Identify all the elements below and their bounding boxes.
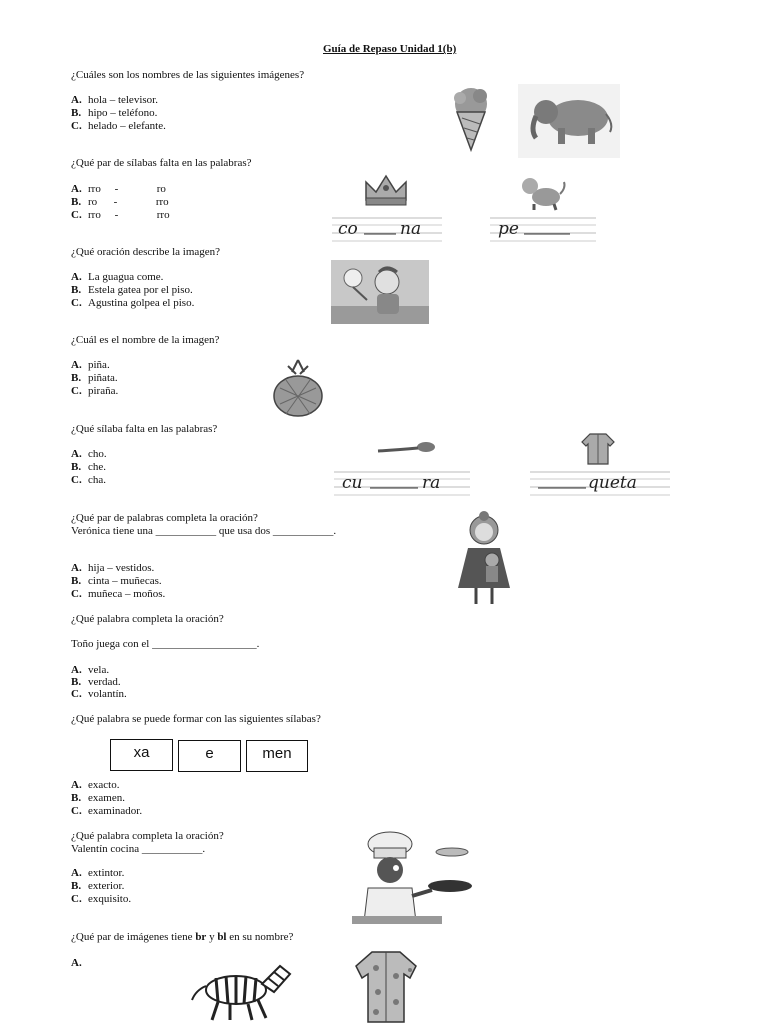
option xyxy=(71,893,131,906)
option-letter: A. xyxy=(71,957,82,969)
option-text: Estela gatea por el piso. xyxy=(88,284,193,296)
option xyxy=(71,779,119,792)
option-text: Agustina golpea el piso. xyxy=(88,297,195,309)
option xyxy=(71,372,118,385)
writing-syllable: co xyxy=(338,219,358,239)
option-letter: A. xyxy=(71,448,82,460)
option-text: cha. xyxy=(88,474,107,486)
option xyxy=(71,284,193,297)
option-text: muñeca – moños. xyxy=(88,588,166,600)
option-text: rro - rro xyxy=(88,209,170,221)
coat-icon xyxy=(352,948,420,1024)
option xyxy=(71,461,106,474)
question-3-prompt: ¿Qué oración describe la imagen? xyxy=(71,246,221,258)
option xyxy=(71,107,157,120)
option-letter: C. xyxy=(71,209,82,221)
option-letter: C. xyxy=(71,297,82,309)
question-4-prompt: ¿Cuál es el nombre de la imagen? xyxy=(71,334,220,346)
option-text: hola – televisor. xyxy=(88,94,158,106)
option xyxy=(71,688,127,701)
option xyxy=(71,183,166,196)
option xyxy=(71,385,118,398)
writing-lines-3 xyxy=(334,468,470,498)
option-letter: A. xyxy=(71,867,82,879)
page-title: Guía de Repaso Unidad 1(b) xyxy=(323,43,457,55)
option-letter: A. xyxy=(71,562,82,574)
option-letter: A. xyxy=(71,359,82,371)
option xyxy=(71,271,163,284)
option xyxy=(71,94,158,107)
question-6-sentence: Verónica tiene una ___________ que usa dos ___________. xyxy=(71,525,337,537)
prompt-bold-bl: bl xyxy=(217,931,227,943)
writing-lines-2 xyxy=(490,214,596,244)
option-text: helado – elefante. xyxy=(88,120,166,132)
option-letter: C. xyxy=(71,474,82,486)
question-9-sentence: Valentín cocina ___________. xyxy=(71,843,206,855)
writing-lines-4 xyxy=(530,468,670,498)
ice-cream-icon xyxy=(440,84,502,154)
zebra-icon xyxy=(182,956,298,1022)
option-text: verdad. xyxy=(88,676,121,688)
option-text: La guagua come. xyxy=(88,271,164,283)
prompt-bold-br: br xyxy=(195,931,207,943)
option-letter: A. xyxy=(71,664,82,676)
option-letter: C. xyxy=(71,893,82,905)
writing-syllable: queta xyxy=(588,473,637,493)
option-text: volantín. xyxy=(88,688,127,700)
option xyxy=(71,957,88,970)
writing-lines-1 xyxy=(332,214,442,244)
option-text: exacto. xyxy=(88,779,120,791)
question-6-prompt: ¿Qué par de palabras completa la oración? xyxy=(71,512,258,524)
option-letter: A. xyxy=(71,779,82,791)
option-text: piña. xyxy=(88,359,110,371)
option-text: piñata. xyxy=(88,372,118,384)
option-letter: B. xyxy=(71,284,82,296)
question-9-prompt: ¿Qué palabra completa la oración? xyxy=(71,830,224,842)
dog-icon xyxy=(518,172,568,212)
option-text: hipo – teléfono. xyxy=(88,107,158,119)
jacket-icon xyxy=(580,430,616,466)
option-text: vela. xyxy=(88,664,110,676)
question-1-prompt: ¿Cuáles son los nombres de las siguientes imágenes? xyxy=(71,69,305,81)
option xyxy=(71,209,170,222)
option xyxy=(71,867,124,880)
option-text: piraña. xyxy=(88,385,119,397)
option-text: rro - ro xyxy=(88,183,166,195)
prompt-part: y xyxy=(206,931,218,943)
option-text: cinta – muñecas. xyxy=(88,575,162,587)
option-text: extintor. xyxy=(88,867,125,879)
option-text: hija – vestidos. xyxy=(88,562,155,574)
option-letter: A. xyxy=(71,183,82,195)
prompt-part: ¿Qué par de imágenes tiene xyxy=(71,931,196,943)
option-letter: B. xyxy=(71,196,82,208)
pineapple-icon xyxy=(270,358,326,418)
option-letter: C. xyxy=(71,805,82,817)
option-letter: B. xyxy=(71,107,82,119)
option-letter: B. xyxy=(71,575,82,587)
syllable-box: xa xyxy=(110,739,173,771)
baby-with-rattle-icon xyxy=(331,260,429,324)
option-text: ro - rro xyxy=(88,196,169,208)
question-7-prompt: ¿Qué palabra completa la oración? xyxy=(71,613,224,625)
option xyxy=(71,562,154,575)
option xyxy=(71,880,124,893)
question-7-sentence: Toño juega con el ___________________. xyxy=(71,638,260,650)
option xyxy=(71,575,162,588)
syllable-box: e xyxy=(178,740,241,772)
option xyxy=(71,805,142,818)
question-2-prompt: ¿Qué par de sílabas falta en las palabras? xyxy=(71,157,252,169)
syllable-box: men xyxy=(246,740,308,772)
question-8-prompt: ¿Qué palabra se puede formar con las siguientes sílabas? xyxy=(71,713,321,725)
option-letter: B. xyxy=(71,461,82,473)
elephant-icon xyxy=(518,84,620,158)
option xyxy=(71,359,110,372)
option-text: exterior. xyxy=(88,880,125,892)
option xyxy=(71,448,107,461)
prompt-part: en su nombre? xyxy=(226,931,294,943)
chef-cooking-icon xyxy=(352,830,478,926)
option xyxy=(71,196,169,209)
option xyxy=(71,792,125,805)
option-letter: B. xyxy=(71,372,82,384)
crown-icon xyxy=(362,170,410,208)
writing-syllable: na xyxy=(400,219,422,239)
option-letter: B. xyxy=(71,676,82,688)
writing-syllable: cu xyxy=(342,473,363,493)
option-text: che. xyxy=(88,461,107,473)
option xyxy=(71,588,165,601)
option-letter: C. xyxy=(71,588,82,600)
option-letter: C. xyxy=(71,120,82,132)
writing-syllable: pe xyxy=(498,219,519,239)
spoon-icon xyxy=(376,440,436,456)
option-letter: A. xyxy=(71,94,82,106)
option-text: exquisito. xyxy=(88,893,132,905)
option-text: examen. xyxy=(88,792,125,804)
option-letter: B. xyxy=(71,792,82,804)
writing-syllable: ra xyxy=(422,473,441,493)
option xyxy=(71,120,166,133)
option-text: examinador. xyxy=(88,805,143,817)
option-letter: C. xyxy=(71,688,82,700)
option xyxy=(71,297,194,310)
option-text: cho. xyxy=(88,448,107,460)
option xyxy=(71,474,106,487)
option-letter: C. xyxy=(71,385,82,397)
question-10-prompt xyxy=(71,931,293,944)
option-letter: B. xyxy=(71,880,82,892)
option-letter: A. xyxy=(71,271,82,283)
question-5-prompt: ¿Qué sílaba falta en las palabras? xyxy=(71,423,218,435)
girl-with-doll-icon xyxy=(452,508,516,610)
